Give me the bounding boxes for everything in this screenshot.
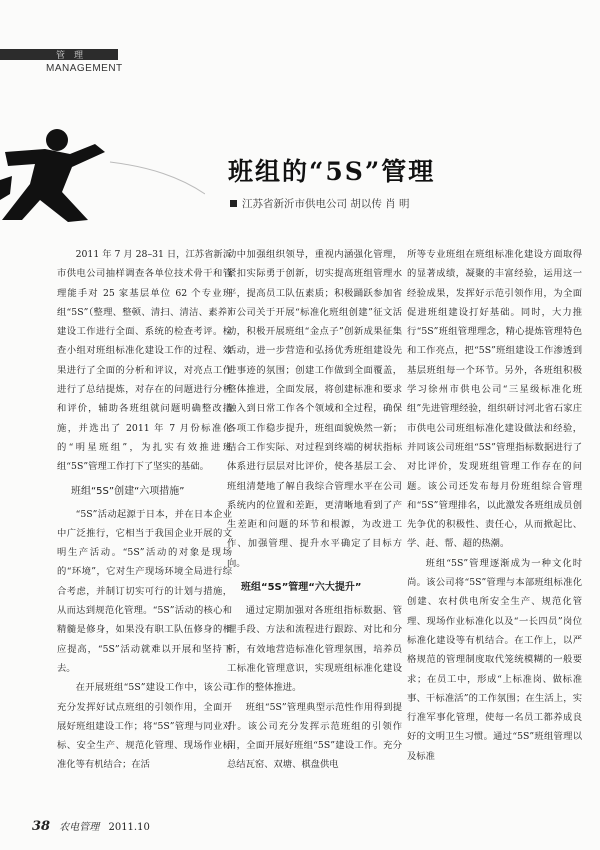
text-column-2 <box>227 245 402 775</box>
paragraph: “5S”活动起源于日本，并在日本企业中广泛推行，它相当于我国企业开展的文明生产活动。“5S”活动的对象是现场的“环境”，它对生产现场环境全局进行综合考虑，并制订切实可行的计划与措施，从而达到规范化管理。“5S”活动的核心和精髓是修身，如果没有职工队伍修身的相应提高，“5S”活动就难以开展和坚持下去。 <box>57 508 232 674</box>
page-number: 38 <box>32 819 51 834</box>
paragraph: 班组“5S”管理典型示范性作用得到提升。该公司充分发挥示范班组的引领作用，全面开展好班组“5S”建设工作。充分总结瓦窑、双塘、棋盘供电 <box>227 701 402 771</box>
byline-text: 江苏省新沂市供电公司 胡以传 肖 明 <box>242 198 410 210</box>
byline-square-icon <box>230 200 237 207</box>
paragraph: 所等专业班组在班组标准化建设方面取得的显著成绩，凝聚的丰富经验，运用这一经验成果，发挥好示范引领作用，为全面促进班组建设打好基础。同时，大力推行“5S”班组管理理念，精心提炼管理特色和工作亮点，把“5S”班组建设工作渗透到基层班组每一个环节。另外，各班组积极学习徐州市供电公司“三星级标准化班组”先进管理经验，组织研讨河北省石家庄市供电公司班组标准化建设做法和经验，并同该公司班组“5S”管理指标数据进行了对比评价，发现班组管理工作存在的问题。该公司还发布每月份班组综合管理和“5S”管理排名，以此激发各班组成员创先争优的积极性、责任心，从而掀起比、学、赶、帮、超的热潮。 <box>407 249 582 550</box>
paragraph: 班组“5S”管理逐渐成为一种文化时尚。该公司将“5S”管理与本部班组标准化创建、农村供电所安全生产、规范化管理、现场作业标准化以及“一长四员”岗位标准化建设等有机结合。在工作上，以严格规范的管理制度取代笼统模糊的一般要求；在员工中，形成“上标准岗、做标准事、干标准活”的工作氛围；在生活上，实行准军事化管理，使每一名员工都养成良好的文明卫生习惯。通过“5S”班组管理以及标准 <box>407 557 582 762</box>
text-column-3 <box>407 245 582 766</box>
section-label-cn: 管理 <box>56 51 93 61</box>
article-title: 班组的“5S”管理 <box>228 157 436 186</box>
text-column-1 <box>57 245 232 775</box>
article-byline <box>230 196 410 211</box>
running-figure-illustration <box>0 122 205 222</box>
magazine-name: 农电管理 <box>59 822 100 833</box>
issue-date: 2011.10 <box>108 822 150 833</box>
page-footer <box>32 818 150 834</box>
subheading: 班组“5S”创建“六项措施” <box>71 485 185 497</box>
paragraph: 通过定期加强对各班组指标数据、管理手段、方法和流程进行跟踪、对比和分析，有效地营造标准化管理氛围，培养员工标准化管理意识，实现班组标准化建设工作的整体推进。 <box>227 605 402 694</box>
paragraph: 在开展班组“5S”建设工作中，该公司充分发挥好试点班组的引领作用，全面开展好班组建设工作；将“5S”管理与同业对标、安全生产、规范化管理、现场作业标准化等有机结合；在活 <box>57 682 232 771</box>
paragraph: 动中加强组织领导，重视内涵强化管理，紧扣实际勇于创新，切实提高班组管理水平，提高员工队伍素质；积极踊跃参加省市公司关于开展“标准化班组创建”征文活动，积极开展班组“金点子”创新成果征集活动，进一步营造和弘扬优秀班组建设先进事迹的氛围；创建工作做到全面覆盖，整体推进，全面发展，将创建标准和要求融入到日常工作各个领域和全过程，确保各项工作稳步提升，班组面貌焕然一新；结合工作实际、对过程到终端的树状指标体系进行层层对比评价，使各基层工会、班组清楚地了解自我综合管理水平在公司系统内的位置和差距，更清晰地看到了产生差距和问题的环节和根源，为改进工作、加强管理、提升水平确定了目标方向。 <box>227 249 402 569</box>
subheading: 班组“5S”管理“六大提升” <box>241 582 362 594</box>
paragraph: 2011 年 7 月 28–31 日，江苏省新沂市供电公司抽样调查各单位技术骨干和管理能手对 25 家基层单位 62 个专业班组“5S”（整理、整顿、清扫、清洁、素养）建设工作进行全面、系统的检查考评。检查小组对班组标准化建设工作的过程、效果进行了全面的分析和评议，对亮点工作进行了总结提炼，对存在的问题进行分析和评价，辅助各班组就问题明确整改措施，并选出了 2011 年 7 月份标准化的“明星班组”，为扎实有效推进班组“5S”管理工作打下了坚实的基础。 <box>57 249 232 473</box>
section-label-en: MANAGEMENT <box>46 63 123 74</box>
